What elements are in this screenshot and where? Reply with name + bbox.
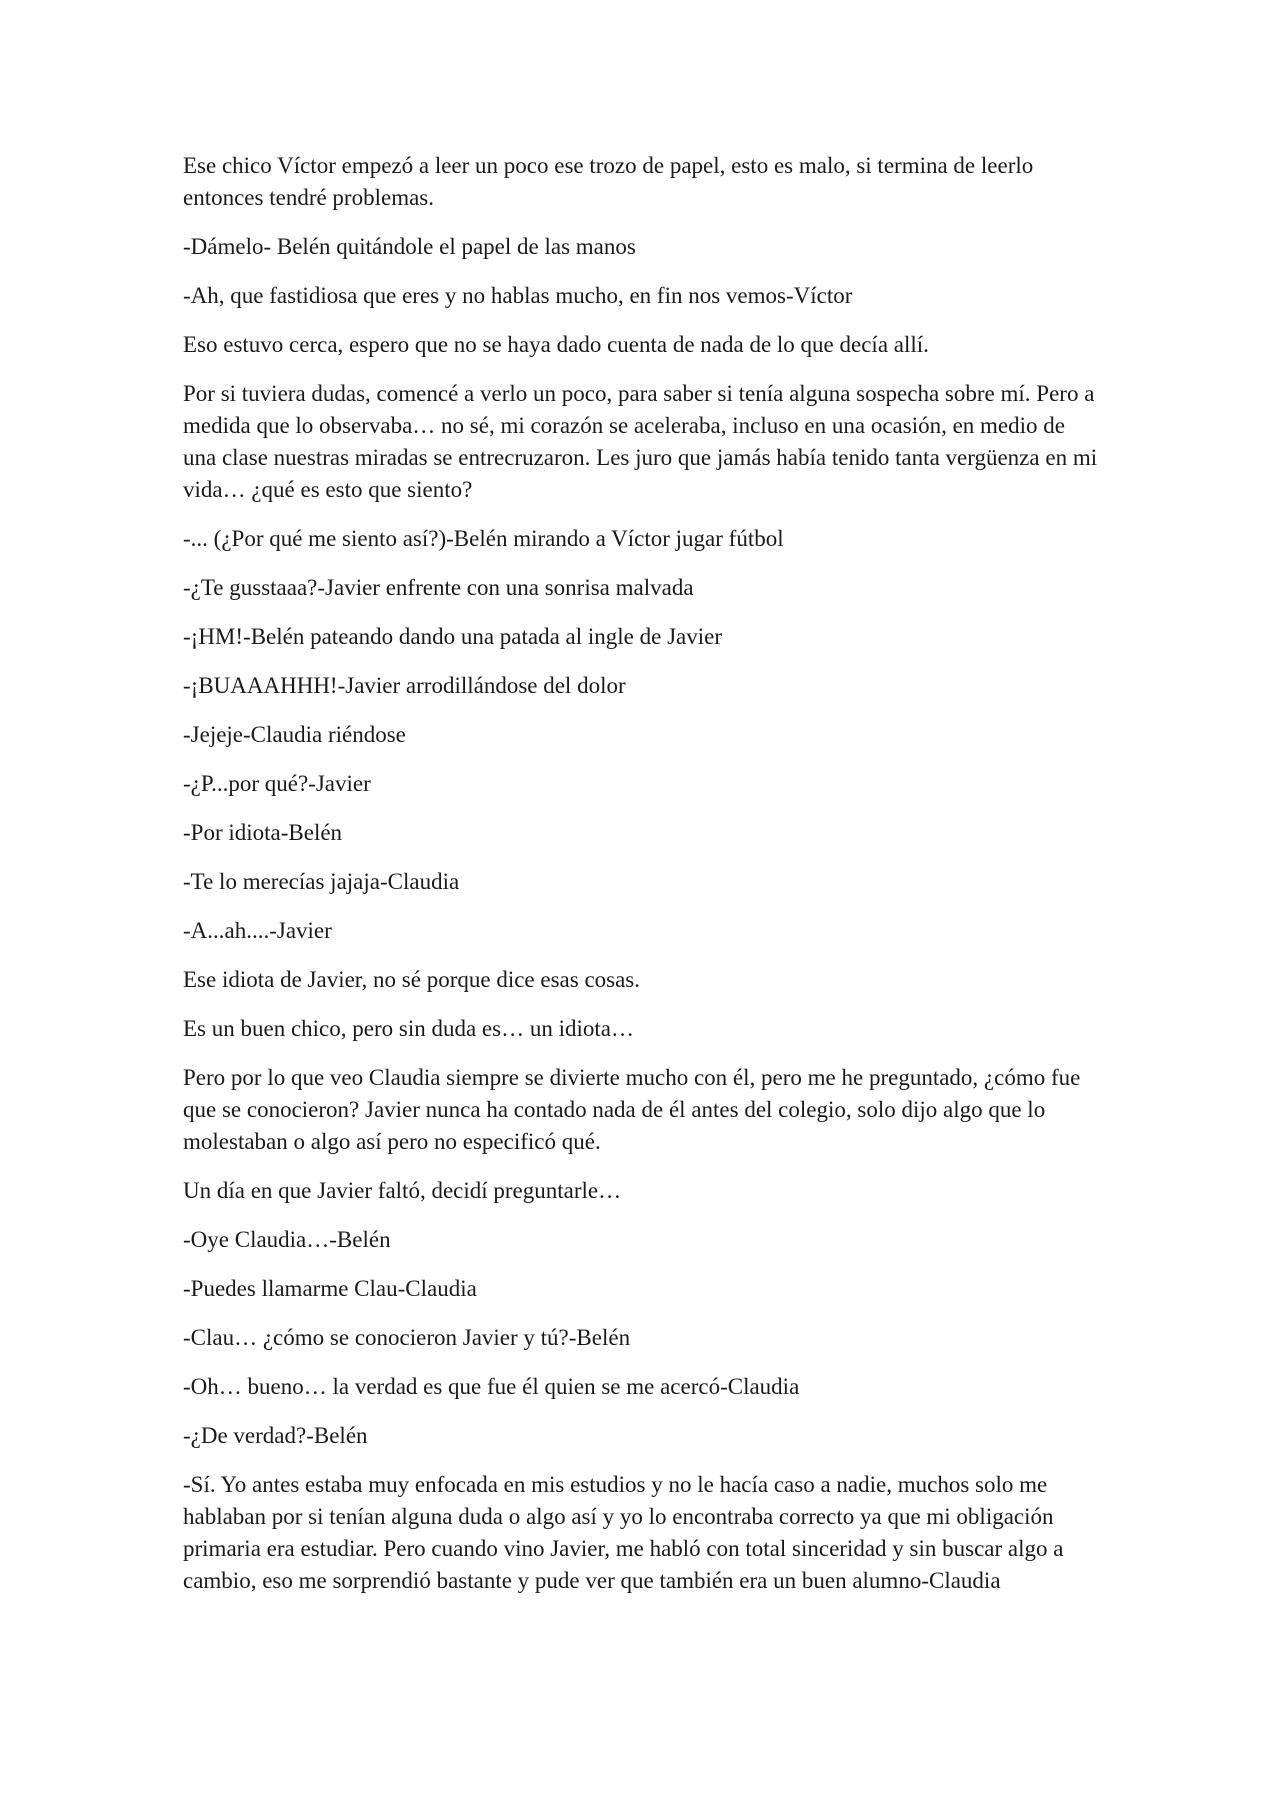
paragraph-23: -¿De verdad?-Belén — [183, 1423, 368, 1448]
paragraph-7: -¿Te gusstaaa?-Javier enfrente con una sonrisa malvada — [183, 575, 694, 600]
paragraph-6: -... (¿Por qué me siento así?)-Belén mirando a Víctor jugar fútbol — [183, 526, 784, 551]
paragraph-22: -Oh… bueno… la verdad es que fue él quien se me acercó-Claudia — [183, 1374, 800, 1399]
paragraph-12: -Por idiota-Belén — [183, 820, 343, 845]
paragraph-8: -¡HM!-Belén pateando dando una patada al ingle de Javier — [183, 624, 723, 649]
paragraph-4: Eso estuvo cerca, espero que no se haya dado cuenta de nada de lo que decía allí. — [183, 332, 929, 357]
paragraph-3: -Ah, que fastidiosa que eres y no hablas mucho, en fin nos vemos-Víctor — [183, 283, 853, 308]
paragraph-16: Es un buen chico, pero sin duda es… un idiota… — [183, 1016, 634, 1041]
paragraph-11: -¿P...por qué?-Javier — [183, 771, 371, 796]
paragraph-5: Por si tuviera dudas, comencé a verlo un poco, para saber si tenía alguna sospecha sobre mí. Pero a medida que lo observaba… no sé, mi corazón se aceleraba, incluso en una ocasión, en medio de una clase nuestras miradas se entrecruzaron. Les juro que jamás había tenido tanta vergüenza en mi vida… ¿qué es esto que siento? — [183, 381, 1098, 502]
paragraph-15: Ese idiota de Javier, no sé porque dice esas cosas. — [183, 967, 641, 992]
paragraph-18: Un día en que Javier faltó, decidí preguntarle… — [183, 1178, 622, 1203]
paragraph-14: -A...ah....-Javier — [183, 918, 332, 943]
paragraph-24: -Sí. Yo antes estaba muy enfocada en mis estudios y no le hacía caso a nadie, muchos solo me hablaban por si tenían alguna duda o algo así y yo lo encontraba correcto ya que mi obligación primaria era estudiar. Pero cuando vino Javier, me habló con total sinceridad y sin buscar algo a cambio, eso me sorprendió bastante y pude ver que también era un buen alumno-Claudia — [183, 1472, 1064, 1593]
paragraph-10: -Jejeje-Claudia riéndose — [183, 722, 406, 747]
paragraph-19: -Oye Claudia…-Belén — [183, 1227, 391, 1252]
paragraph-9: -¡BUAAAHHH!-Javier arrodillándose del dolor — [183, 673, 626, 698]
paragraph-20: -Puedes llamarme Clau-Claudia — [183, 1276, 477, 1301]
paragraph-17: Pero por lo que veo Claudia siempre se divierte mucho con él, pero me he preguntado, ¿cómo fue que se conocieron? Javier nunca ha contado nada de él antes del colegio, solo dijo algo que lo molestaban o algo así pero no especificó qué. — [183, 1065, 1081, 1154]
paragraph-13: -Te lo merecías jajaja-Claudia — [183, 869, 460, 894]
paragraph-1: Ese chico Víctor empezó a leer un poco ese trozo de papel, esto es malo, si termina de leerlo entonces tendré problemas. — [183, 153, 1034, 210]
paragraph-21: -Clau… ¿cómo se conocieron Javier y tú?-Belén — [183, 1325, 631, 1350]
paragraph-2: -Dámelo- Belén quitándole el papel de las manos — [183, 234, 636, 259]
